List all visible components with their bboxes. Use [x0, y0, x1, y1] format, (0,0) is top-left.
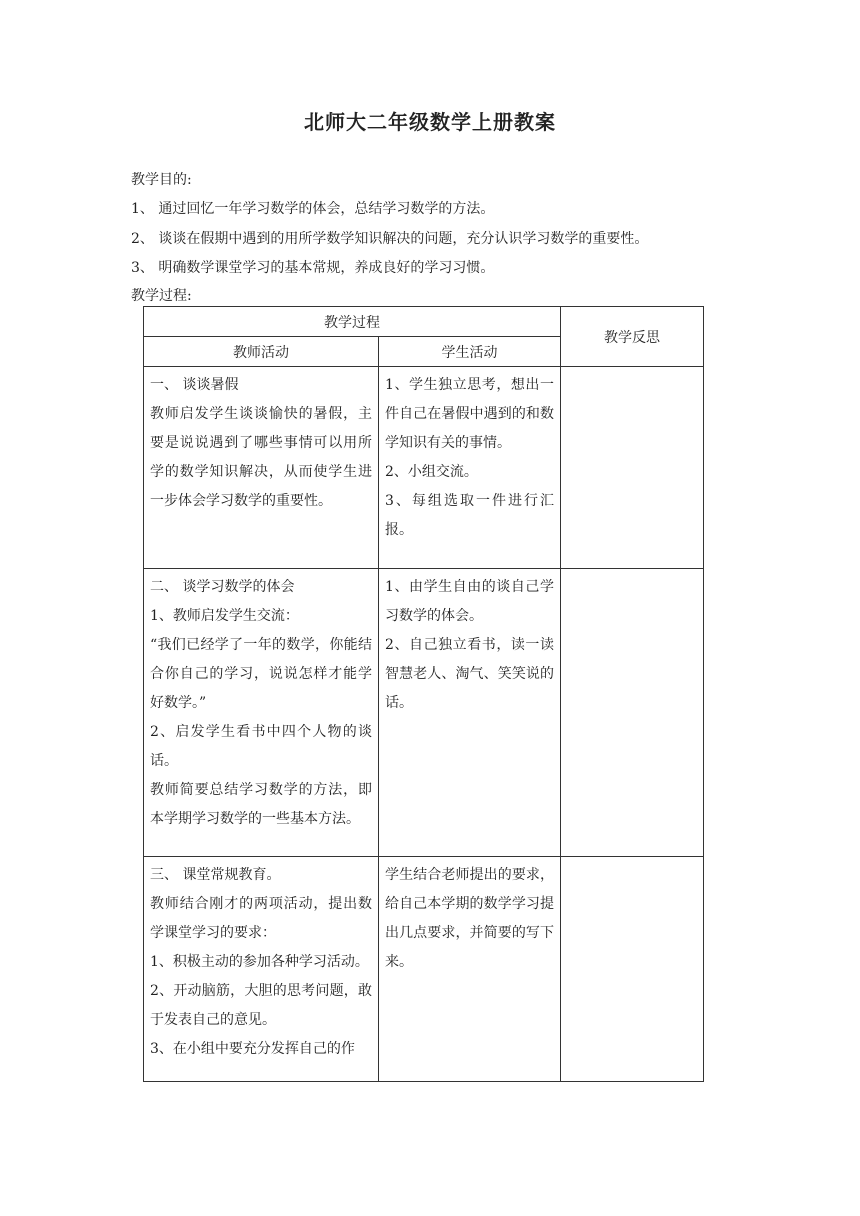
student-activity-cell: [379, 857, 561, 1082]
student-activity-text: 2、小组交流。: [385, 464, 478, 480]
student-activity-text: 学生结合老师提出的要求，给自己本学期的数学学习提出几点要求，并简要的写下来。: [385, 867, 554, 970]
objective-item: 3、 明确数学课堂学习的基本常规，养成良好的学习习惯。: [131, 260, 495, 276]
teacher-activity-text: 二、 谈学习数学的体会: [150, 579, 295, 595]
student-activity-cell: [379, 367, 561, 569]
document-title: 北师大二年级数学上册教案: [304, 110, 556, 134]
table-row: [144, 569, 704, 857]
student-activity-text: 1、学生独立思考，想出一件自己在暑假中遇到的和数学知识有关的事情。: [385, 377, 554, 451]
reflection-cell: [561, 367, 704, 569]
table-row: [144, 857, 704, 1082]
teacher-activity-text: 2、开动脑筋，大胆的思考问题，敢于发表自己的意见。: [150, 983, 372, 1028]
process-heading: 教学过程:: [131, 288, 192, 304]
teacher-activity-text: 教师结合刚才的两项活动，提出数学课堂学习的要求：: [150, 896, 372, 941]
objective-item: 1、 通过回忆一年学习数学的体会，总结学习数学的方法。: [131, 201, 495, 217]
teacher-activity-cell: [144, 569, 379, 857]
lesson-plan-table: [143, 306, 704, 1082]
student-activity-text: 3、每组选取一件进行汇报。: [385, 493, 554, 538]
teacher-activity-text: 三、 课堂常规教育。: [150, 867, 281, 883]
teacher-activity-text: 教师启发学生谈谈愉快的暑假，主要是说说遇到了哪些事情可以用所学的数学知识解决，从而使学生进一步体会学习数学的重要性。: [150, 406, 372, 509]
teacher-activity-text: 一、 谈谈暑假: [150, 377, 239, 393]
objectives-heading: 教学目的:: [131, 172, 192, 188]
reflection-cell: [561, 569, 704, 857]
header-reflection: 教学反思: [561, 307, 704, 367]
header-process: 教学过程: [144, 307, 561, 337]
objective-item: 2、 谈谈在假期中遇到的用所学数学知识解决的问题，充分认识学习数学的重要性。: [131, 231, 649, 247]
teacher-activity-text: 3、在小组中要充分发挥自己的作: [150, 1041, 355, 1057]
student-activity-text: 2、自己独立看书，读一读智慧老人、淘气、笑笑说的话。: [385, 637, 554, 711]
table-header-row: [144, 307, 704, 337]
reflection-cell: [561, 857, 704, 1082]
header-student: 学生活动: [379, 337, 561, 367]
teacher-activity-text: 1、积极主动的参加各种学习活动。: [150, 954, 369, 970]
teacher-activity-text: 教师简要总结学习数学的方法，即本学期学习数学的一些基本方法。: [150, 782, 372, 827]
teacher-activity-text: 1、教师启发学生交流：: [150, 608, 299, 624]
teacher-activity-text: 2、启发学生看书中四个人物的谈话。: [150, 724, 372, 769]
table-row: [144, 367, 704, 569]
header-teacher: 教师活动: [144, 337, 379, 367]
teacher-activity-cell: [144, 857, 379, 1082]
teacher-activity-text: “我们已经学了一年的数学，你能结合你自己的学习，说说怎样才能学好数学。”: [150, 637, 372, 711]
student-activity-text: 1、由学生自由的谈自己学习数学的体会。: [385, 579, 554, 624]
teacher-activity-cell: [144, 367, 379, 569]
student-activity-cell: [379, 569, 561, 857]
